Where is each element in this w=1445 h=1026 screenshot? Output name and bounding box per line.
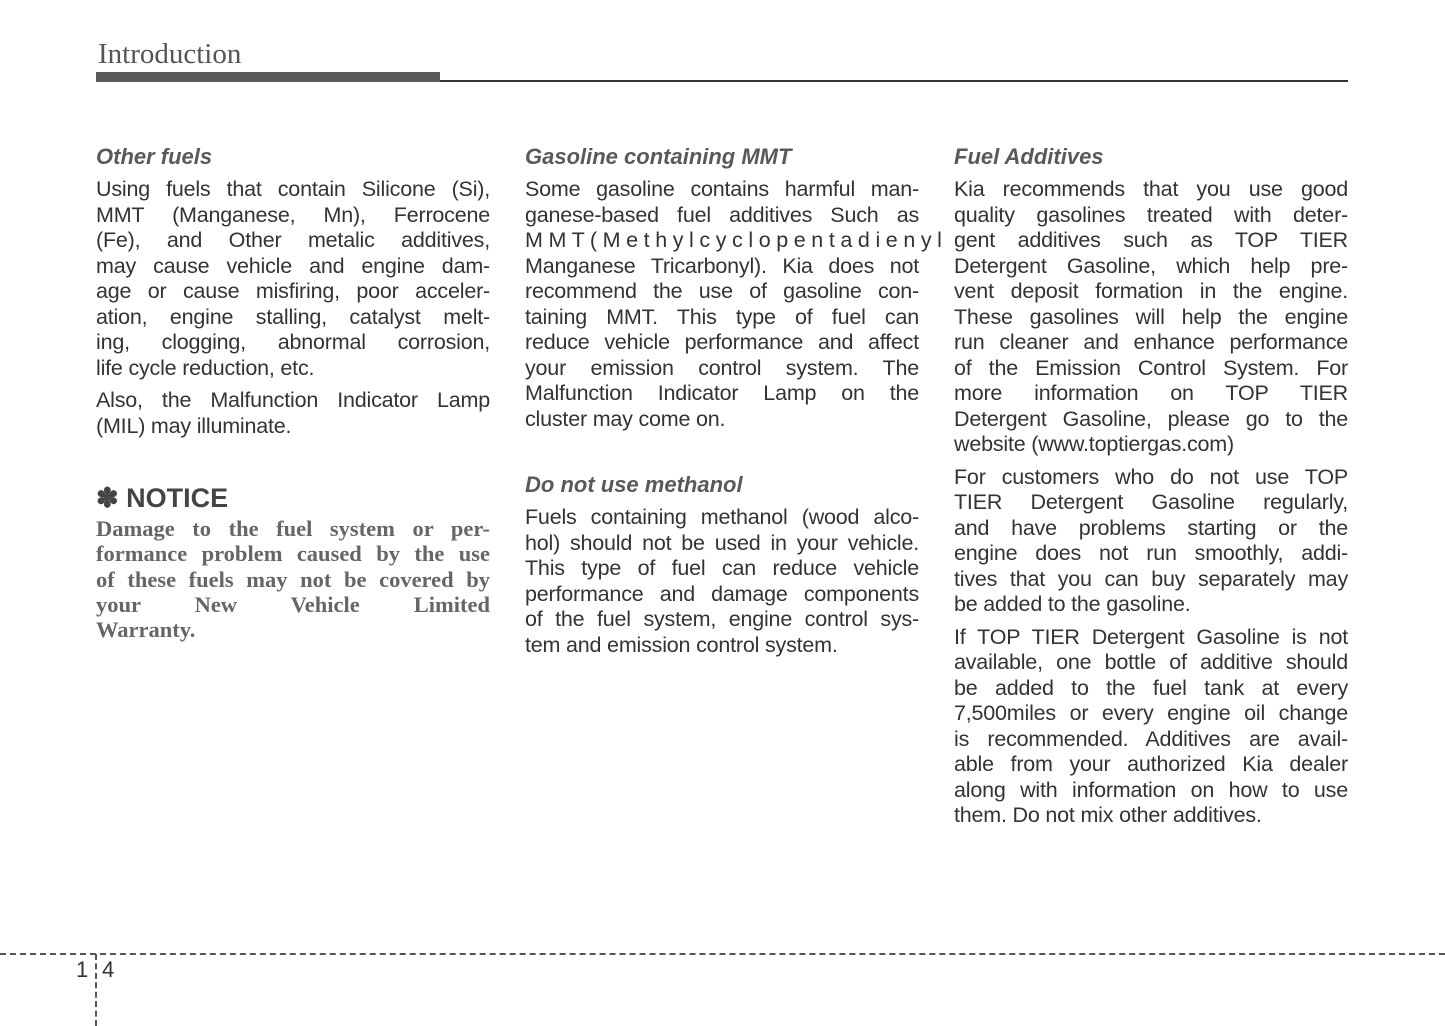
text-line: Detergent Gasoline, which help pre-: [954, 253, 1348, 278]
text-line: engine does not run smoothly, addi-: [954, 541, 1348, 565]
text-line: of the Emission Control System. For: [954, 355, 1348, 380]
text-line: M M T ( M e t h y l c y c l o p e n t a d i e n y l: [525, 228, 942, 252]
section-methanol: [525, 472, 919, 658]
text-line: reduce vehicle performance and affect: [525, 330, 919, 354]
footer-divider: [95, 954, 97, 1026]
notice-box: [96, 483, 490, 642]
header-rule: [440, 80, 1348, 82]
text-line: tem and emission control system.: [525, 632, 838, 657]
text-line: run cleaner and enhance performance: [954, 330, 1348, 354]
text-line: Manganese Tricarbonyl). Kia does not: [525, 253, 919, 278]
text-line: MMT (Manganese, Mn), Ferrocene: [96, 202, 490, 227]
text-line: them. Do not mix other additives.: [954, 803, 1262, 827]
text-line: recommend the use of gasoline con-: [525, 279, 919, 303]
text-line: available, one bottle of additive should: [954, 650, 1348, 674]
text-line: your emission control system. The: [525, 355, 919, 380]
text-line: tives that you can buy separately may: [954, 566, 1348, 591]
paragraph: [96, 177, 490, 381]
page-header-title: Introduction: [98, 38, 242, 70]
section-heading: Gasoline containing MMT: [525, 144, 792, 169]
paragraph: [525, 177, 942, 432]
text-line: be added to the fuel tank at every: [954, 675, 1348, 700]
notice-title: ✽ NOTICE: [96, 483, 229, 513]
text-line: quality gasolines treated with deter-: [954, 202, 1348, 227]
text-line: ation, engine stalling, catalyst melt-: [96, 304, 490, 329]
text-line: Detergent Gasoline, please go to the: [954, 406, 1348, 431]
text-line: vent deposit formation in the engine.: [954, 279, 1348, 303]
text-line: Using fuels that contain Silicone (Si),: [96, 177, 490, 201]
text-line: website (www.toptiergas.com): [954, 432, 1234, 456]
text-line: For customers who do not use TOP: [954, 464, 1348, 489]
paragraph: [525, 505, 919, 658]
text-line: (Fe), and Other metalic additives,: [96, 228, 490, 252]
text-line: may cause vehicle and engine dam-: [96, 253, 490, 278]
text-line: is recommended. Additives are avail-: [954, 726, 1348, 751]
paragraph: [954, 625, 1348, 829]
text-line: able from your authorized Kia dealer: [954, 752, 1348, 776]
section-heading: Fuel Additives: [954, 144, 1104, 169]
section-heading: Other fuels: [96, 144, 213, 169]
text-line: life cycle reduction, etc.: [96, 355, 315, 380]
section-gasoline-mmt: [525, 144, 942, 432]
text-line: Malfunction Indicator Lamp on the: [525, 381, 919, 405]
text-line: Also, the Malfunction Indicator Lamp: [96, 388, 490, 412]
text-line: Some gasoline contains harmful man-: [525, 177, 919, 201]
text-line: This type of fuel can reduce vehicle: [525, 556, 919, 580]
text-line: Damage to the fuel system or per-: [96, 516, 490, 541]
text-line: formance problem caused by the use: [96, 541, 490, 567]
text-line: If TOP TIER Detergent Gasoline is not: [954, 624, 1348, 649]
chapter-number: 1: [76, 957, 89, 982]
notice-body: [96, 516, 490, 642]
text-line: and have problems starting or the: [954, 515, 1348, 540]
text-line: cluster may come on.: [525, 406, 726, 431]
text-line: taining MMT. This type of fuel can: [525, 304, 919, 329]
text-line: 7,500miles or every engine oil change: [954, 701, 1348, 725]
footer-rule: [0, 953, 1445, 955]
section-heading: Do not use methanol: [525, 472, 743, 497]
paragraph: [954, 177, 1348, 458]
text-line: These gasolines will help the engine: [954, 304, 1348, 329]
text-line: ganese-based fuel additives Such as: [525, 202, 919, 227]
text-line: hol) should not be used in your vehicle.: [525, 530, 919, 555]
text-line: Kia recommends that you use good: [954, 177, 1348, 201]
header-bar: [96, 72, 440, 82]
text-line: more information on TOP TIER: [954, 381, 1348, 405]
page-number: 4: [102, 957, 115, 982]
text-line: along with information on how to use: [954, 777, 1348, 802]
text-line: Fuels containing methanol (wood alco-: [525, 505, 919, 529]
text-line: (MIL) may illuminate.: [96, 413, 292, 438]
paragraph: [96, 388, 490, 439]
text-line: age or cause misfiring, poor acceler-: [96, 279, 490, 303]
section-fuel-additives: [954, 144, 1348, 829]
text-line: your New Vehicle Limited: [96, 591, 490, 617]
text-line: of the fuel system, engine control sys-: [525, 607, 919, 631]
text-line: gent additives such as TOP TIER: [954, 228, 1348, 252]
text-line: ing, clogging, abnormal corrosion,: [96, 330, 490, 354]
text-line: Warranty.: [96, 617, 196, 643]
paragraph: [954, 465, 1348, 618]
text-line: performance and damage components: [525, 581, 919, 606]
text-line: be added to the gasoline.: [954, 592, 1191, 616]
text-line: TIER Detergent Gasoline regularly,: [954, 490, 1348, 514]
section-other-fuels: [96, 144, 490, 439]
text-line: of these fuels may not be covered by: [96, 566, 490, 592]
